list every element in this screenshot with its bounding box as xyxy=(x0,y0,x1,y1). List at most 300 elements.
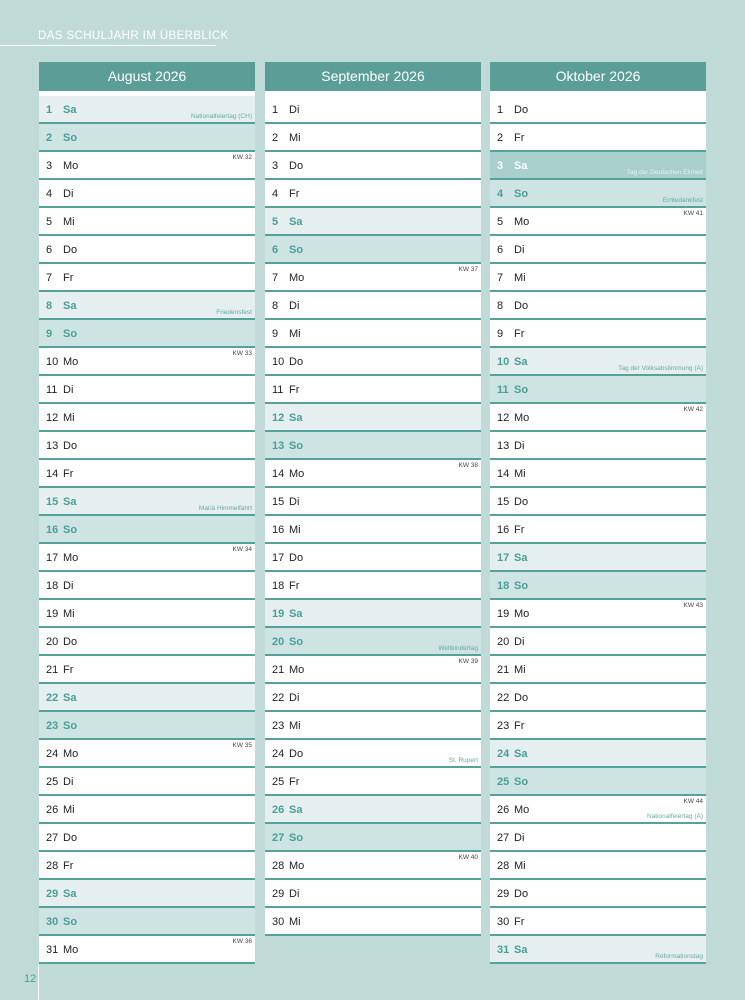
day-number: 4 xyxy=(272,188,279,200)
weekday-label: Fr xyxy=(514,720,525,732)
day-number: 22 xyxy=(46,692,59,704)
day-row[interactable] xyxy=(39,684,255,712)
weekday-label: Mo xyxy=(289,860,305,872)
day-number: 19 xyxy=(497,608,510,620)
weekday-label: So xyxy=(63,720,78,732)
day-row[interactable] xyxy=(39,376,255,404)
day-number: 29 xyxy=(272,888,285,900)
day-number: 23 xyxy=(497,720,510,732)
weekday-label: Di xyxy=(289,104,300,116)
weekday-label: Fr xyxy=(289,384,300,396)
weekday-label: Mo xyxy=(289,468,305,480)
calendar-week-label: KW 39 xyxy=(458,658,478,665)
day-list xyxy=(265,96,481,936)
weekday-label: Mi xyxy=(289,132,301,144)
day-row[interactable] xyxy=(39,488,255,516)
day-number: 5 xyxy=(497,216,504,228)
day-number: 14 xyxy=(272,468,285,480)
day-number: 30 xyxy=(46,916,59,928)
weekday-label: Do xyxy=(289,552,304,564)
weekday-label: Sa xyxy=(514,356,528,368)
weekday-label: Do xyxy=(289,748,304,760)
day-row[interactable] xyxy=(265,292,481,320)
weekday-label: Fr xyxy=(289,188,300,200)
weekday-label: Do xyxy=(514,496,529,508)
month-header: September 2026 xyxy=(265,62,481,96)
day-number: 6 xyxy=(497,244,504,256)
day-number: 26 xyxy=(46,804,59,816)
weekday-label: Mo xyxy=(514,412,530,424)
weekday-label: Do xyxy=(514,300,529,312)
weekday-label: Mi xyxy=(63,608,75,620)
day-number: 1 xyxy=(497,104,504,116)
day-row[interactable] xyxy=(265,768,481,796)
day-number: 31 xyxy=(497,944,510,956)
calendar-week-label: KW 36 xyxy=(232,938,252,945)
day-number: 16 xyxy=(46,524,59,536)
day-row[interactable] xyxy=(39,292,255,320)
day-row[interactable] xyxy=(265,740,481,768)
day-row[interactable] xyxy=(490,572,706,600)
day-number: 7 xyxy=(497,272,504,284)
weekday-label: Mo xyxy=(289,272,305,284)
day-row[interactable] xyxy=(39,460,255,488)
weekday-label: Sa xyxy=(514,944,528,956)
weekday-label: So xyxy=(63,328,78,340)
day-row[interactable] xyxy=(265,180,481,208)
day-number: 18 xyxy=(272,580,285,592)
day-row[interactable] xyxy=(265,264,481,292)
day-number: 30 xyxy=(497,916,510,928)
day-number: 20 xyxy=(272,636,285,648)
weekday-label: Do xyxy=(63,440,78,452)
day-list xyxy=(490,96,706,964)
day-number: 1 xyxy=(46,104,53,116)
weekday-label: Sa xyxy=(63,692,77,704)
day-row[interactable] xyxy=(490,96,706,124)
weekday-label: Sa xyxy=(289,804,303,816)
day-row[interactable] xyxy=(490,516,706,544)
weekday-label: Di xyxy=(289,300,300,312)
day-number: 11 xyxy=(272,384,284,396)
day-row[interactable] xyxy=(490,432,706,460)
weekday-label: Sa xyxy=(514,552,528,564)
holiday-label: Friedensfest xyxy=(216,309,252,316)
day-number: 22 xyxy=(272,692,285,704)
day-row[interactable] xyxy=(265,656,481,684)
day-number: 19 xyxy=(46,608,59,620)
day-row[interactable] xyxy=(39,824,255,852)
weekday-label: So xyxy=(63,916,78,928)
day-number: 16 xyxy=(497,524,510,536)
day-number: 7 xyxy=(46,272,53,284)
day-row[interactable] xyxy=(265,460,481,488)
day-row[interactable] xyxy=(39,516,255,544)
weekday-label: Di xyxy=(514,440,525,452)
weekday-label: Mo xyxy=(63,552,79,564)
weekday-label: Mi xyxy=(289,524,301,536)
holiday-label: Erntedankfest xyxy=(662,197,703,204)
weekday-label: So xyxy=(63,524,78,536)
day-number: 14 xyxy=(46,468,59,480)
day-number: 27 xyxy=(497,832,510,844)
day-number: 31 xyxy=(46,944,59,956)
weekday-label: Di xyxy=(514,636,525,648)
day-row[interactable] xyxy=(265,880,481,908)
weekday-label: Do xyxy=(289,356,304,368)
calendar-week-label: KW 44 xyxy=(683,798,703,805)
weekday-label: Fr xyxy=(63,664,74,676)
weekday-label: Mo xyxy=(63,160,79,172)
weekday-label: Fr xyxy=(514,916,525,928)
day-row[interactable] xyxy=(265,432,481,460)
day-row[interactable] xyxy=(265,124,481,152)
day-row[interactable] xyxy=(39,740,255,768)
day-number: 28 xyxy=(497,860,510,872)
day-number: 25 xyxy=(46,776,59,788)
day-row[interactable] xyxy=(39,908,255,936)
day-row[interactable] xyxy=(265,152,481,180)
holiday-label: Nationalfeiertag (A) xyxy=(647,813,703,820)
day-row[interactable] xyxy=(39,124,255,152)
day-row[interactable] xyxy=(265,208,481,236)
weekday-label: Di xyxy=(63,776,74,788)
calendar-week-label: KW 43 xyxy=(683,602,703,609)
day-number: 27 xyxy=(272,832,285,844)
weekday-label: Di xyxy=(63,580,74,592)
day-row[interactable] xyxy=(265,96,481,124)
weekday-label: Mi xyxy=(514,860,526,872)
section-title: DAS SCHULJAHR IM ÜBERBLICK xyxy=(38,30,229,42)
weekday-label: Sa xyxy=(63,888,77,900)
day-row[interactable] xyxy=(39,348,255,376)
section-title-rule xyxy=(0,45,216,46)
month-column-september xyxy=(265,62,481,936)
day-number: 10 xyxy=(272,356,285,368)
holiday-label: St. Rupert xyxy=(448,757,478,764)
calendar-week-label: KW 32 xyxy=(232,154,252,161)
weekday-label: Mi xyxy=(514,664,526,676)
day-number: 10 xyxy=(46,356,59,368)
day-number: 20 xyxy=(46,636,59,648)
day-row[interactable] xyxy=(490,404,706,432)
weekday-label: Sa xyxy=(514,160,528,172)
month-header: August 2026 xyxy=(39,62,255,96)
day-number: 13 xyxy=(46,440,59,452)
day-number: 30 xyxy=(272,916,285,928)
weekday-label: So xyxy=(289,636,304,648)
day-row[interactable] xyxy=(490,600,706,628)
day-row[interactable] xyxy=(39,236,255,264)
weekday-label: Do xyxy=(63,244,78,256)
day-row[interactable] xyxy=(490,208,706,236)
day-number: 29 xyxy=(46,888,59,900)
day-row[interactable] xyxy=(490,320,706,348)
day-row[interactable] xyxy=(490,628,706,656)
day-row[interactable] xyxy=(39,432,255,460)
day-number: 21 xyxy=(46,664,59,676)
weekday-label: Di xyxy=(63,384,74,396)
day-row[interactable] xyxy=(265,320,481,348)
day-row[interactable] xyxy=(39,796,255,824)
day-number: 24 xyxy=(272,748,285,760)
weekday-label: So xyxy=(289,832,304,844)
day-number: 17 xyxy=(272,552,285,564)
day-number: 25 xyxy=(497,776,510,788)
day-number: 28 xyxy=(272,860,285,872)
day-row[interactable] xyxy=(265,628,481,656)
day-row[interactable] xyxy=(490,544,706,572)
page-number-rule xyxy=(38,965,39,1000)
day-row[interactable] xyxy=(39,656,255,684)
day-number: 25 xyxy=(272,776,285,788)
calendar-week-label: KW 40 xyxy=(458,854,478,861)
day-row[interactable] xyxy=(39,320,255,348)
day-row[interactable] xyxy=(490,740,706,768)
weekday-label: Do xyxy=(514,888,529,900)
day-number: 4 xyxy=(46,188,53,200)
day-row[interactable] xyxy=(490,908,706,936)
day-row[interactable] xyxy=(265,236,481,264)
day-number: 2 xyxy=(497,132,504,144)
day-row[interactable] xyxy=(490,236,706,264)
day-number: 11 xyxy=(46,384,58,396)
day-number: 6 xyxy=(46,244,53,256)
weekday-label: Sa xyxy=(514,748,528,760)
weekday-label: Mo xyxy=(289,664,305,676)
day-number: 2 xyxy=(272,132,279,144)
day-number: 7 xyxy=(272,272,279,284)
day-list xyxy=(39,96,255,964)
day-number: 8 xyxy=(272,300,279,312)
day-number: 8 xyxy=(46,300,53,312)
holiday-label: Reformationstag xyxy=(655,953,703,960)
month-column-oktober xyxy=(490,62,706,964)
calendar-week-label: KW 33 xyxy=(232,350,252,357)
weekday-label: So xyxy=(514,188,529,200)
day-number: 3 xyxy=(272,160,279,172)
day-row[interactable] xyxy=(39,768,255,796)
day-number: 16 xyxy=(272,524,285,536)
day-row[interactable] xyxy=(39,208,255,236)
day-row[interactable] xyxy=(39,152,255,180)
weekday-label: Do xyxy=(514,692,529,704)
day-row[interactable] xyxy=(490,376,706,404)
day-row[interactable] xyxy=(39,600,255,628)
day-row[interactable] xyxy=(490,936,706,964)
weekday-label: Mi xyxy=(63,412,75,424)
calendar-week-label: KW 42 xyxy=(683,406,703,413)
day-number: 11 xyxy=(497,384,509,396)
calendar-week-label: KW 35 xyxy=(232,742,252,749)
day-number: 24 xyxy=(497,748,510,760)
day-row[interactable] xyxy=(39,264,255,292)
weekday-label: Mi xyxy=(63,804,75,816)
weekday-label: Mi xyxy=(63,216,75,228)
weekday-label: Mi xyxy=(514,272,526,284)
day-row[interactable] xyxy=(490,292,706,320)
weekday-label: Fr xyxy=(63,860,74,872)
weekday-label: Sa xyxy=(63,300,77,312)
day-row[interactable] xyxy=(39,936,255,964)
weekday-label: Fr xyxy=(63,272,74,284)
weekday-label: So xyxy=(289,244,304,256)
weekday-label: So xyxy=(514,580,529,592)
day-row[interactable] xyxy=(39,404,255,432)
day-number: 9 xyxy=(46,328,53,340)
weekday-label: Do xyxy=(63,832,78,844)
day-number: 12 xyxy=(272,412,285,424)
weekday-label: Di xyxy=(514,832,525,844)
day-number: 10 xyxy=(497,356,510,368)
weekday-label: Di xyxy=(289,888,300,900)
day-row[interactable] xyxy=(490,180,706,208)
day-row[interactable] xyxy=(39,96,255,124)
calendar-week-label: KW 41 xyxy=(683,210,703,217)
day-number: 15 xyxy=(497,496,510,508)
day-row[interactable] xyxy=(490,488,706,516)
day-number: 20 xyxy=(497,636,510,648)
weekday-label: Mo xyxy=(63,356,79,368)
day-row[interactable] xyxy=(39,628,255,656)
day-number: 8 xyxy=(497,300,504,312)
day-number: 21 xyxy=(272,664,285,676)
day-number: 28 xyxy=(46,860,59,872)
day-number: 2 xyxy=(46,132,53,144)
day-number: 18 xyxy=(497,580,510,592)
weekday-label: Mo xyxy=(63,944,79,956)
day-row[interactable] xyxy=(265,572,481,600)
day-row[interactable] xyxy=(265,852,481,880)
day-row[interactable] xyxy=(490,796,706,824)
weekday-label: Fr xyxy=(514,524,525,536)
day-row[interactable] xyxy=(490,656,706,684)
weekday-label: Mi xyxy=(514,468,526,480)
day-row[interactable] xyxy=(265,516,481,544)
day-number: 13 xyxy=(272,440,285,452)
day-row[interactable] xyxy=(39,852,255,880)
day-row[interactable] xyxy=(490,348,706,376)
holiday-label: Tag der Deutschen Einheit xyxy=(626,169,703,176)
weekday-label: Fr xyxy=(63,468,74,480)
holiday-label: Tag der Volksabstimmung (A) xyxy=(618,365,703,372)
day-row[interactable] xyxy=(39,712,255,740)
weekday-label: Sa xyxy=(63,104,77,116)
day-number: 19 xyxy=(272,608,285,620)
day-number: 1 xyxy=(272,104,279,116)
day-number: 12 xyxy=(497,412,510,424)
weekday-label: Sa xyxy=(289,608,303,620)
day-number: 13 xyxy=(497,440,510,452)
day-row[interactable] xyxy=(490,712,706,740)
day-row[interactable] xyxy=(39,544,255,572)
calendar-week-label: KW 37 xyxy=(458,266,478,273)
day-number: 5 xyxy=(272,216,279,228)
month-header: Oktober 2026 xyxy=(490,62,706,96)
day-number: 5 xyxy=(46,216,53,228)
day-row[interactable] xyxy=(265,376,481,404)
weekday-label: Do xyxy=(63,636,78,648)
weekday-label: Mo xyxy=(514,608,530,620)
day-number: 23 xyxy=(272,720,285,732)
weekday-label: Mo xyxy=(63,748,79,760)
day-row[interactable] xyxy=(490,880,706,908)
day-number: 15 xyxy=(46,496,59,508)
day-number: 24 xyxy=(46,748,59,760)
weekday-label: So xyxy=(514,384,529,396)
day-number: 4 xyxy=(497,188,504,200)
day-row[interactable] xyxy=(265,712,481,740)
day-row[interactable] xyxy=(39,880,255,908)
weekday-label: Fr xyxy=(289,580,300,592)
day-row[interactable] xyxy=(490,124,706,152)
weekday-label: Mi xyxy=(289,720,301,732)
calendar-week-label: KW 38 xyxy=(458,462,478,469)
day-row[interactable] xyxy=(39,180,255,208)
day-number: 9 xyxy=(272,328,279,340)
weekday-label: Fr xyxy=(289,776,300,788)
weekday-label: Mo xyxy=(514,804,530,816)
day-number: 17 xyxy=(497,552,510,564)
day-row[interactable] xyxy=(490,152,706,180)
day-number: 26 xyxy=(272,804,285,816)
weekday-label: Mo xyxy=(514,216,530,228)
weekday-label: So xyxy=(514,776,529,788)
day-number: 29 xyxy=(497,888,510,900)
weekday-label: Sa xyxy=(289,412,303,424)
day-number: 21 xyxy=(497,664,510,676)
day-number: 26 xyxy=(497,804,510,816)
weekday-label: Fr xyxy=(514,328,525,340)
day-number: 3 xyxy=(46,160,53,172)
page-number: 12 xyxy=(24,973,37,985)
day-row[interactable] xyxy=(490,824,706,852)
day-row[interactable] xyxy=(490,768,706,796)
weekday-label: Di xyxy=(289,496,300,508)
day-number: 6 xyxy=(272,244,279,256)
weekday-label: Do xyxy=(289,160,304,172)
weekday-label: Sa xyxy=(289,216,303,228)
holiday-label: Weltkindertag xyxy=(438,645,478,652)
day-row[interactable] xyxy=(265,404,481,432)
day-row[interactable] xyxy=(265,684,481,712)
day-row[interactable] xyxy=(490,684,706,712)
holiday-label: Nationalfeiertag (CH) xyxy=(190,113,252,120)
day-row[interactable] xyxy=(490,852,706,880)
weekday-label: Di xyxy=(514,244,525,256)
day-row[interactable] xyxy=(490,264,706,292)
day-row[interactable] xyxy=(265,488,481,516)
day-row[interactable] xyxy=(265,544,481,572)
weekday-label: Di xyxy=(63,188,74,200)
day-row[interactable] xyxy=(39,572,255,600)
day-number: 3 xyxy=(497,160,504,172)
day-row[interactable] xyxy=(265,824,481,852)
day-row[interactable] xyxy=(265,600,481,628)
weekday-label: So xyxy=(63,132,78,144)
day-number: 9 xyxy=(497,328,504,340)
day-row[interactable] xyxy=(265,908,481,936)
weekday-label: Do xyxy=(514,104,529,116)
day-number: 17 xyxy=(46,552,59,564)
weekday-label: So xyxy=(289,440,304,452)
day-row[interactable] xyxy=(265,796,481,824)
day-number: 18 xyxy=(46,580,59,592)
day-row[interactable] xyxy=(265,348,481,376)
day-number: 22 xyxy=(497,692,510,704)
day-number: 23 xyxy=(46,720,59,732)
day-row[interactable] xyxy=(490,460,706,488)
